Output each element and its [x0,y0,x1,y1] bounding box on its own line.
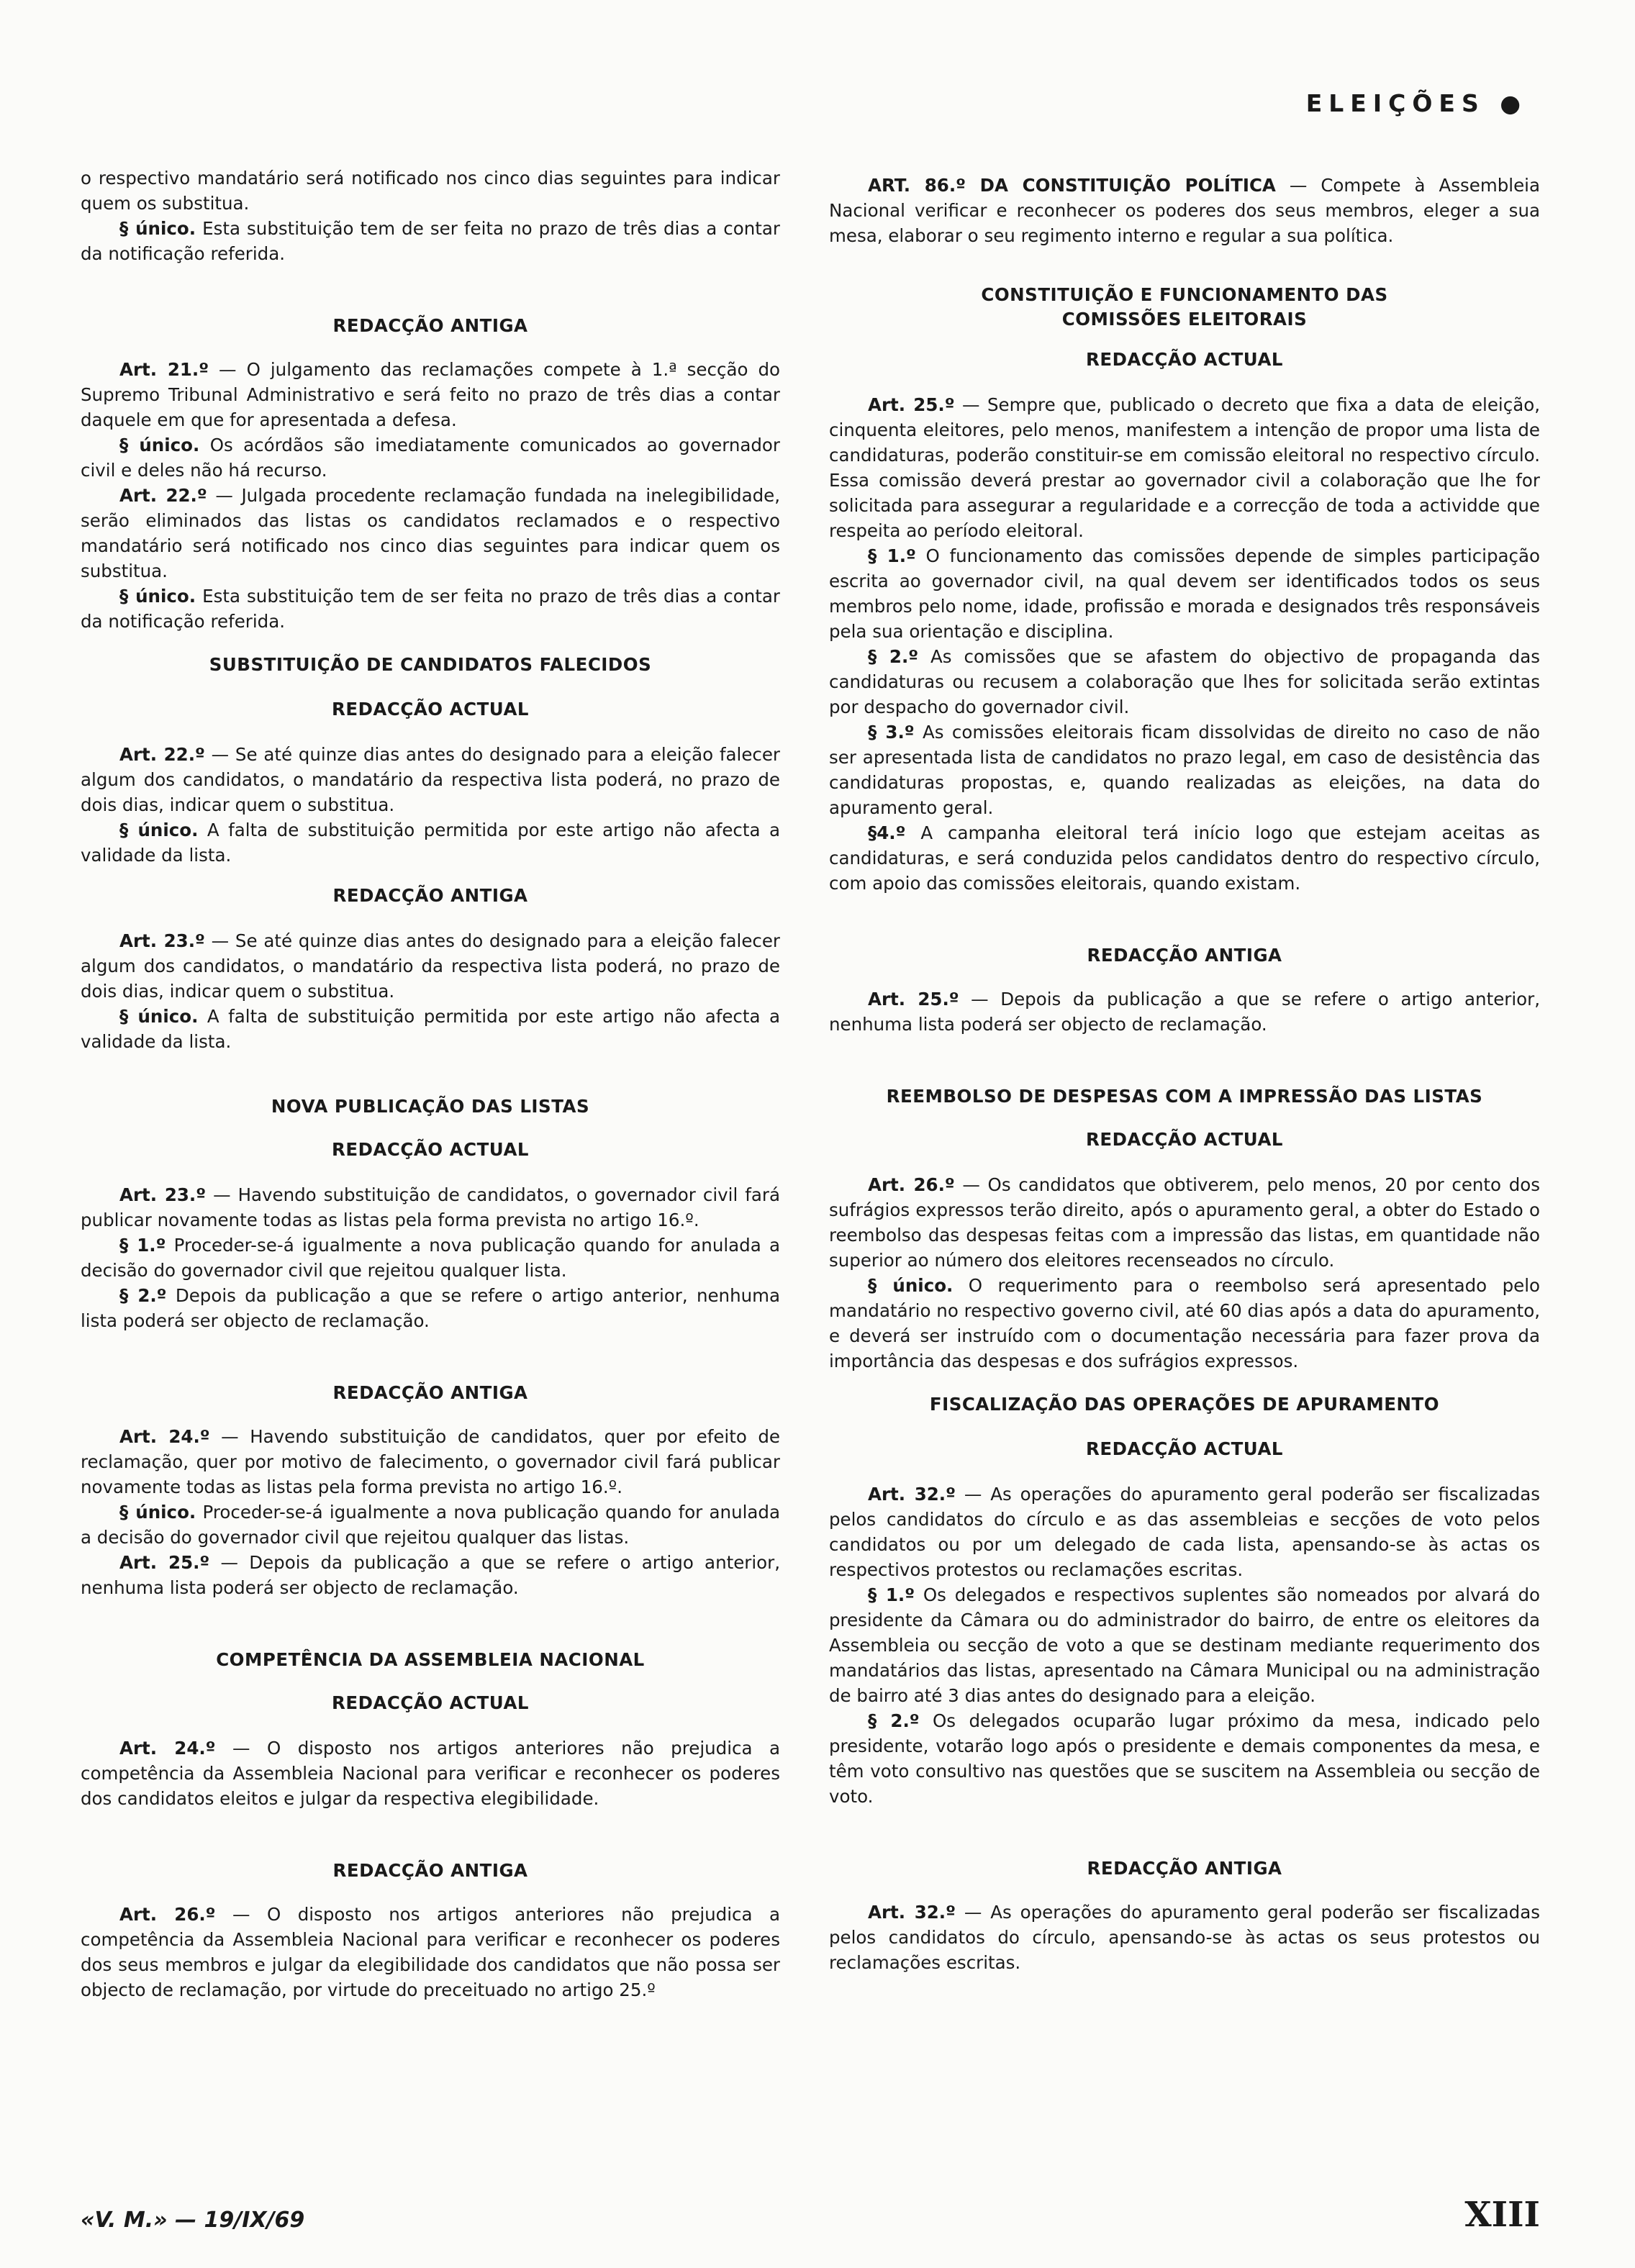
paragraph [829,1172,1540,1273]
article-text: — Depois da publicação a que se refere o artigo anterior, nenhuma lista poderá ser objecto de reclamação. [829,989,1540,1035]
article-label: § único. [119,1006,199,1027]
right-column [829,173,1540,1975]
paragraph [81,1283,780,1333]
article-label: Art. 24.º [119,1738,216,1759]
paragraph [81,1004,780,1054]
article-text: As comissões que se afastem do objectivo de propaganda das candidaturas ou recusem a colaboração que lhes for solicitada serão extintas por despacho do governador civil. [829,646,1541,717]
article-label: Art. 24.º [119,1426,210,1447]
section-heading: NOVA PUBLICAÇÃO DAS LISTAS [271,1096,590,1117]
article-label: Art. 32.º [868,1484,956,1505]
article-label: § único. [119,1502,196,1523]
article-label: § único. [119,820,199,840]
paragraph [829,720,1540,820]
article-text: A campanha eleitoral terá início logo que estejam aceitas as candidaturas, e será conduzida pelos candidatos dentro do respectivo círculo, com apoio das comissões eleitorais, quando existam. [829,822,1540,894]
article-text: Proceder-se-á igualmente a nova publicação quando for anulada a decisão do governador civil que rejeitou qualquer das listas. [81,1502,780,1548]
article-text: Os acórdãos são imediatamente comunicados ao governador civil e deles não há recurso. [81,435,780,481]
article-text: — Se até quinze dias antes do designado para a eleição falecer algum dos candidatos, o mandatário da respectiva lista poderá, no prazo de dois dias, indicar quem o substitua. [81,930,781,1002]
article-text: O funcionamento das comissões depende de simples participação escrita ao governador civil, na qual devem ser identificados todos os seus membros pelo nome, idade, profissão e morada e designados três responsáveis pela sua orientação e disciplina. [829,545,1541,642]
article-label: § 1.º [119,1235,166,1256]
article-text: Esta substituição tem de ser feita no prazo de três dias a contar da notificação referida. [81,586,780,632]
article-text: As comissões eleitorais ficam dissolvidas de direito no caso de não ser apresentada lista de candidatos no prazo legal, em caso de desistência das candidaturas propostas, e, quando realizadas as eleições, na data do apuramento geral. [829,722,1541,818]
paragraph: o respectivo mandatário será notificado nos cinco dias seguintes para indicar quem os substitua. [81,168,780,214]
article-text: Depois da publicação a que se refere o artigo anterior, nenhuma lista poderá ser objecto de reclamação. [81,1285,781,1331]
paragraph [81,817,780,868]
paragraph [81,1233,780,1283]
article-label: Art. 23.º [119,930,205,951]
section-header: ELEIÇÕES ● [1305,89,1527,117]
article-label: § único. [119,435,200,455]
section-heading: REDACÇÃO ANTIGA [332,885,528,906]
section-heading: REDACÇÃO ACTUAL [331,1139,530,1160]
article-label: § 2.º [119,1285,167,1306]
article-label: § 3.º [868,722,915,743]
article-text: Os delegados e respectivos suplentes são nomeados por alvará do presidente da Câmara ou do administrador do bairro, de entre os eleitores da Assembleia ou secção de voto a que se destinam mediante requerimento dos mandatários das listas, apresentado na Câmara Municipal ou na administração de bairro até 3 dias antes do designado para a eleição. [829,1584,1541,1706]
article-text: O requerimento para o reembolso será apresentado pelo mandatário no respectivo governo civil, até 60 dias após a data do apuramento, e deverá ser instruído com o documentação necessária para fazer prova da importância das despesas e dos sufrágios expressos. [829,1275,1540,1371]
article-label: ART. 86.º DA CONSTITUIÇÃO POLÍTICA [868,175,1276,196]
article-label: §4.º [868,822,906,843]
article-label: § 1.º [868,545,916,566]
article-text: Proceder-se-á igualmente a nova publicação quando for anulada a decisão do governador civil que rejeitou qualquer lista. [81,1235,780,1281]
article-label: Art. 25.º [868,394,955,415]
section-heading: FISCALIZAÇÃO DAS OPERAÇÕES DE APURAMENTO [929,1394,1440,1415]
paragraph [81,1500,780,1550]
paragraph [829,644,1540,720]
section-heading: REDACÇÃO ANTIGA [332,315,528,336]
paragraph [829,392,1540,543]
article-text: — O julgamento das reclamações compete à 1.ª secção do Supremo Tribunal Administrativo e será feito no prazo de três dias a contar daquele em que for apresentada a defesa. [81,359,780,430]
article-label: Art. 26.º [119,1904,216,1925]
paragraph [81,432,780,483]
article-text: — Julgada procedente reclamação fundada na inelegibilidade, serão eliminados das listas os candidatos reclamados e o respectivo mandatário será notificado nos cinco dias seguintes para indicar quem os substitua. [81,485,781,581]
article-text: Esta substituição tem de ser feita no prazo de três dias a contar da notificação referida. [81,218,780,264]
article-text: — Os candidatos que obtiverem, pelo menos, 20 por cento dos sufrágios expressos terão direito, após o apuramento geral, a obter do Estado o reembolso das despesas feitas com a impressão das listas, em quantidade não superior ao número dos eleitores recenseados no círculo. [829,1174,1541,1271]
article-text: — Se até quinze dias antes do designado para a eleição falecer algum dos candidatos, o mandatário da respectiva lista poderá, no prazo de dois dias, indicar quem o substitua. [81,744,781,815]
section-heading: COMPETÊNCIA DA ASSEMBLEIA NACIONAL [216,1649,645,1670]
paragraph [829,986,1540,1037]
article-text: — Havendo substituição de candidatos, quer por efeito de reclamação, quer por motivo de falecimento, o governador civil fará publicar novamente todas as listas pela forma prevista no artigo 16.º. [81,1426,781,1497]
article-label: Art. 23.º [119,1184,207,1205]
paragraph [81,1902,780,2002]
section-heading: REDACÇÃO ANTIGA [1087,1858,1282,1879]
paragraph [829,820,1540,896]
article-text: — O disposto nos artigos anteriores não prejudica a competência da Assembleia Nacional para verificar e reconhecer os poderes dos seus membros e julgar da elegibilidade dos candidatos que não possa ser objecto de reclamação, por virtude do preceituado no artigo 25.º [81,1904,780,2000]
paragraph [829,173,1540,248]
article-text: — Compete à Assembleia Nacional verificar e reconhecer os poderes dos seus membros, eleger a sua mesa, elaborar o seu regimento interno e regular a sua política. [829,175,1540,246]
paragraph [81,1550,780,1600]
paragraph [81,928,780,1004]
section-heading: REDACÇÃO ACTUAL [1085,1438,1284,1459]
article-label: § 2.º [868,1710,920,1731]
paragraph [829,543,1540,644]
section-heading: SUBSTITUIÇÃO DE CANDIDATOS FALECIDOS [209,654,652,675]
article-label: Art. 22.º [119,485,207,506]
article-label: § único. [119,586,196,607]
left-column [81,165,780,2002]
article-text: — Havendo substituição de candidatos, o governador civil fará publicar novamente todas as listas pela forma prevista no artigo 16.º. [81,1184,780,1230]
paragraph [81,483,780,584]
article-text: — As operações do apuramento geral poderão ser fiscalizadas pelos candidatos do círculo e as das assembleias e secções de voto pelos candidatos ou por um delegado de cada lista, apensando-se às actas os respectivos protestos ou reclamações escritas. [829,1484,1540,1580]
article-label: § 1.º [868,1584,915,1605]
article-label: § único. [119,218,196,239]
paragraph [81,1424,780,1500]
paragraph [829,1900,1540,1975]
article-text: — As operações do apuramento geral poderão ser fiscalizadas pelos candidatos do círculo, apensando-se às actas os seus protestos ou reclamações escritas. [829,1902,1540,1973]
section-heading: REDACÇÃO ANTIGA [1087,945,1282,966]
section-heading: REDACÇÃO ANTIGA [332,1860,528,1881]
article-label: Art. 21.º [119,359,209,380]
paragraph [81,742,780,817]
article-text: — Sempre que, publicado o decreto que fixa a data de eleição, cinquenta eleitores, pelo menos, manifestem a intenção de propor uma lista de candidaturas, poderão constituir-se em comissão eleitoral no respectivo círculo. Essa comissão deverá prestar ao governador civil a colaboração que lhe for solicitada para assegurar a regularidade e a correcção de toda a actividde que respeita ao período eleitoral. [829,394,1540,541]
article-label: Art. 32.º [868,1902,956,1923]
article-label: § único. [868,1275,954,1296]
article-label: Art. 22.º [119,744,205,765]
paragraph [81,1182,780,1233]
page-number: XIII [1464,2195,1540,2235]
article-text: Os delegados ocuparão lugar próximo da mesa, indicado pelo presidente, votarão logo após o presidente e demais componentes da mesa, e têm voto consultivo nas questões que se suscitem na Assembleia ou secção de voto. [829,1710,1540,1807]
paragraph [829,1482,1540,1582]
article-label: Art. 25.º [119,1552,210,1573]
paragraph [81,357,780,432]
paragraph [829,1708,1540,1809]
paragraph [829,1273,1540,1374]
article-text: — Depois da publicação a que se refere o artigo anterior, nenhuma lista poderá ser objecto de reclamação. [81,1552,781,1598]
section-heading: COMISSÕES ELEITORAIS [1061,309,1308,330]
section-heading: CONSTITUIÇÃO E FUNCIONAMENTO DAS [981,284,1388,305]
paragraph [81,216,780,266]
paragraph [81,1736,780,1811]
article-label: Art. 25.º [868,989,959,1010]
section-heading: REDACÇÃO ACTUAL [1085,1129,1284,1150]
section-heading: REDACÇÃO ACTUAL [331,1692,530,1713]
issue-date: «V. M.» — 19/IX/69 [81,2208,305,2233]
section-heading: REEMBOLSO DE DESPESAS COM A IMPRESSÃO DAS LISTAS [886,1086,1483,1107]
article-text: — O disposto nos artigos anteriores não prejudica a competência da Assembleia Nacional para verificar e reconhecer os poderes dos candidatos eleitos e julgar da respectiva elegibilidade. [81,1738,780,1809]
section-heading: REDACÇÃO ACTUAL [1085,349,1284,370]
article-label: Art. 26.º [868,1174,955,1195]
section-heading: REDACÇÃO ACTUAL [331,699,530,720]
paragraph [81,584,780,634]
article-text: A falta de substituição permitida por este artigo não afecta a validade da lista. [81,820,780,866]
article-label: § 2.º [868,646,919,667]
section-heading: REDACÇÃO ANTIGA [332,1382,528,1403]
paragraph [829,1582,1540,1708]
article-text: A falta de substituição permitida por este artigo não afecta a validade da lista. [81,1006,780,1052]
